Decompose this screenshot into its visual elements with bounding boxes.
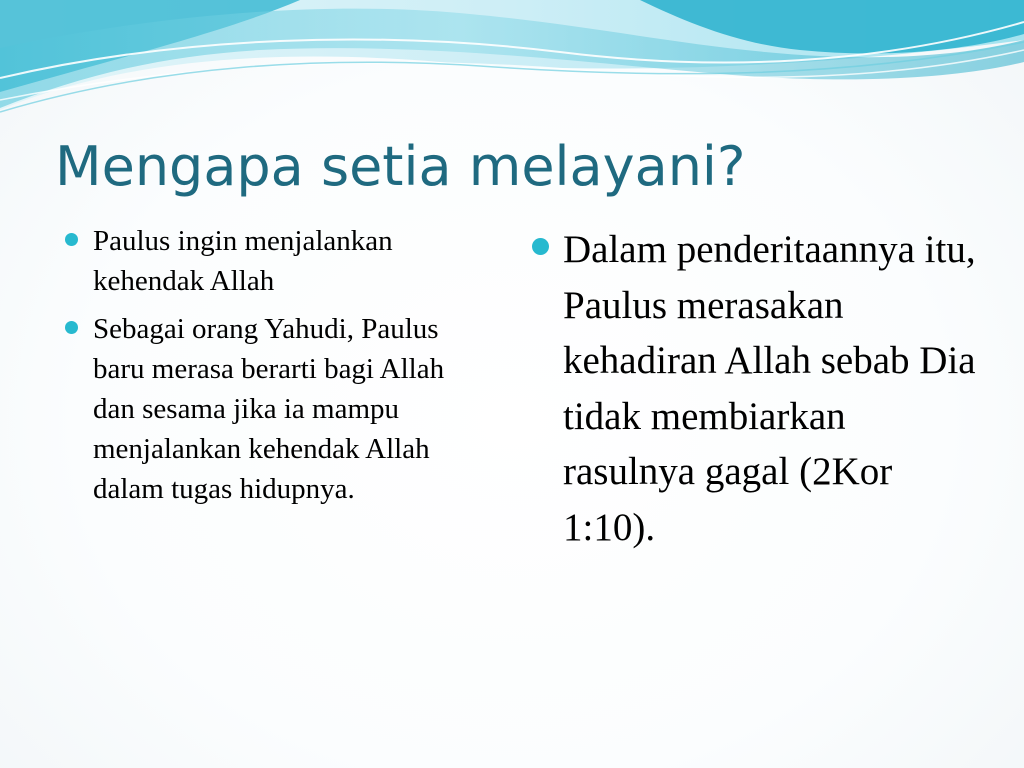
right-bullet-list: [530, 222, 980, 555]
bullet-item: [62, 221, 482, 301]
left-bullet-list: [62, 221, 482, 509]
slide-title: Mengapa setia melayani?: [55, 135, 746, 198]
bullet-text: Sebagai orang Yahudi, Paulus baru merasa berarti bagi Allah dan sesama jika ia mampu menjalankan kehendak Allah dalam tugas hidupnya.: [93, 313, 445, 505]
bullet-item: [62, 309, 482, 509]
bullet-text: Paulus ingin menjalankan kehendak Allah: [93, 225, 393, 297]
wave-banner-decoration: [0, 0, 1024, 130]
bullet-dot-icon: [532, 238, 549, 255]
bullet-item: [530, 222, 980, 555]
bullet-dot-icon: [65, 233, 78, 246]
bullet-text: Dalam penderitaannya itu, Paulus merasakan kehadiran Allah sebab Dia tidak membiarkan rasulnya gagal (2Kor 1:10).: [563, 228, 976, 549]
bullet-dot-icon: [65, 321, 78, 334]
